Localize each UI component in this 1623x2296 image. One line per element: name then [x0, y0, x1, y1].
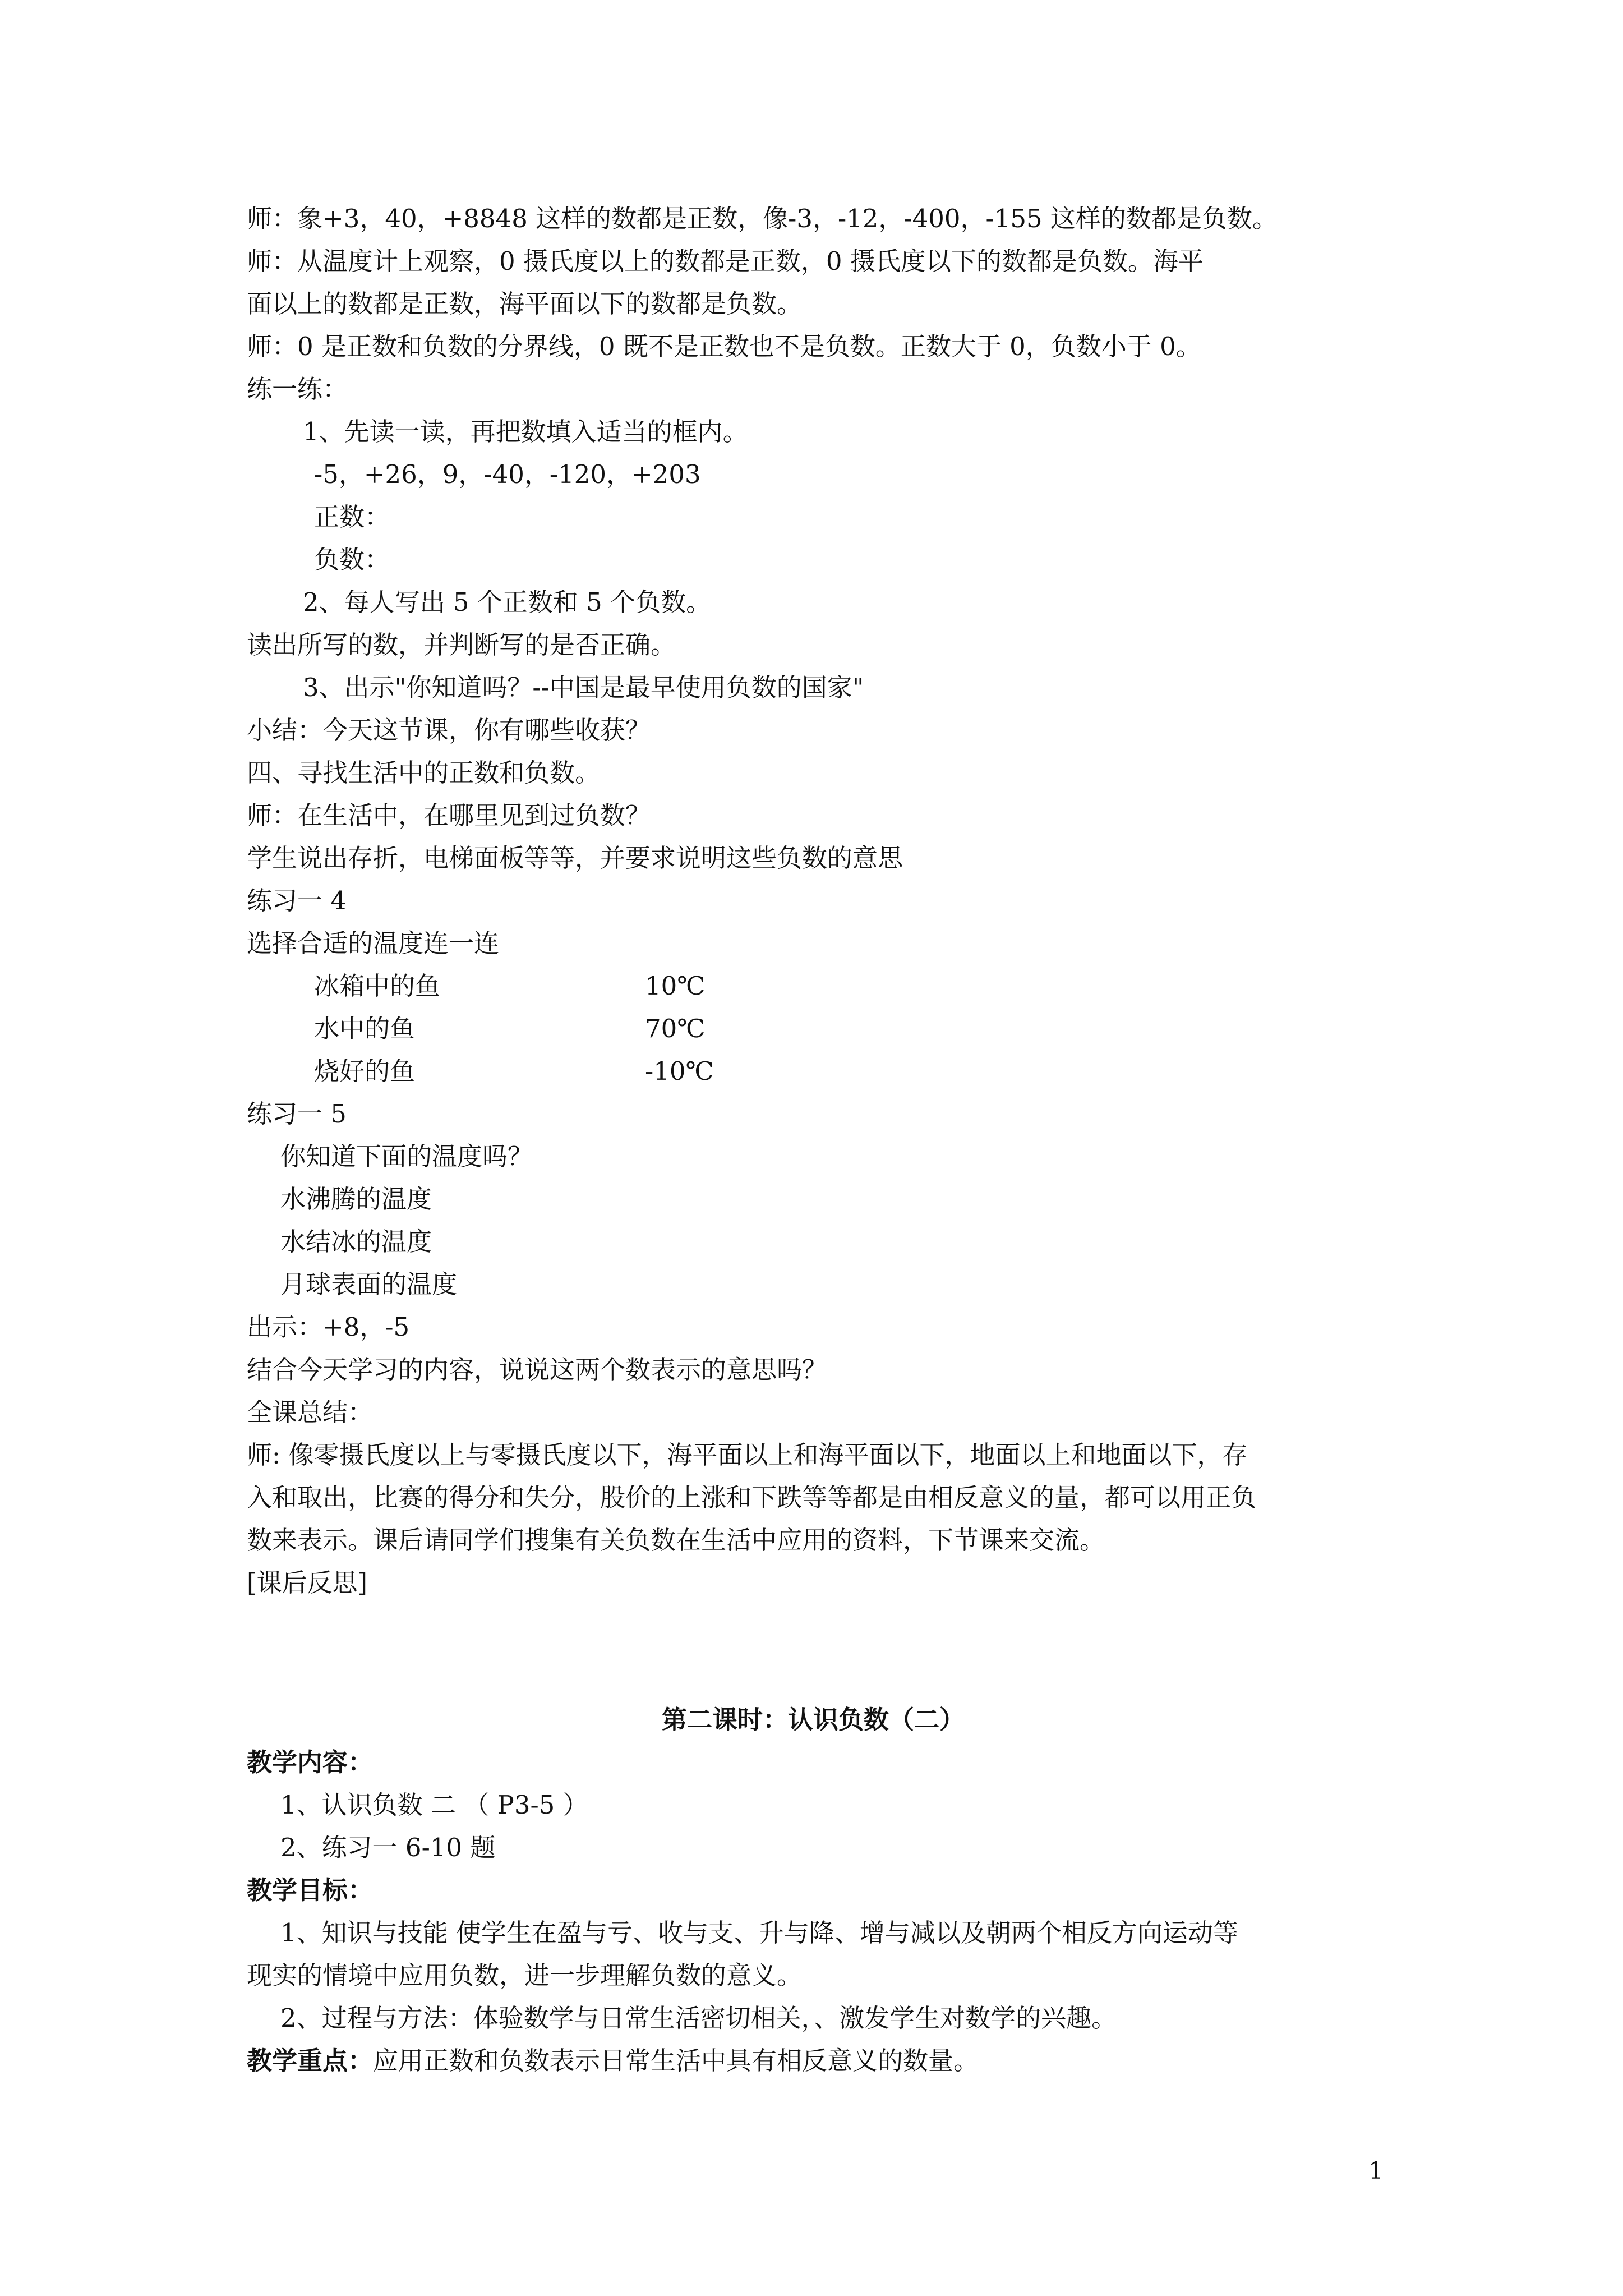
key-point — [247, 2040, 1380, 2082]
text-line: 师：在生活中，在哪里见到过负数？ — [247, 800, 651, 830]
text-line: 选择合适的温度连一连 — [247, 928, 500, 958]
document-body — [247, 197, 1380, 2082]
text-line: 练一练： — [247, 374, 348, 404]
text-line: 练习一 4 — [247, 886, 347, 915]
text-line: 师：0 是正数和负数的分界线，0 既不是正数也不是负数。正数大于 0，负数小于 0。 — [247, 332, 1201, 361]
match-temperature: -10℃ — [645, 1056, 714, 1086]
text-line: 2、每人写出 5 个正数和 5 个负数。 — [303, 587, 712, 617]
match-row — [247, 1007, 1380, 1050]
teaching-goals-label: 教学目标： — [247, 1875, 374, 1905]
teaching-content-label: 教学内容： — [247, 1747, 374, 1777]
teaching-goal-1-continued: 现实的情境中应用负数，进一步理解负数的意义。 — [247, 1961, 803, 1990]
teaching-content-item: 1、认识负数 二 （ P3-5 ） — [280, 1790, 588, 1820]
text-line: 师：从温度计上观察，0 摄氏度以上的数都是正数，0 摄氏度以下的数都是负数。海平 — [247, 246, 1204, 276]
match-temperature: 70℃ — [645, 1014, 706, 1043]
text-line: 结合今天学习的内容，说说这两个数表示的意思吗？ — [247, 1355, 828, 1384]
key-point-text: 应用正数和负数表示日常生活中具有相反意义的数量。 — [373, 2046, 979, 2076]
text-line: 练习一 5 — [247, 1099, 347, 1129]
text-line: 面以上的数都是正数，海平面以下的数都是负数。 — [247, 289, 803, 319]
match-item-name: 烧好的鱼 — [314, 1056, 416, 1086]
text-line: 师：象+3，40，+8848 这样的数都是正数，像-3，-12，-400，-155 这样的数都是负数。 — [247, 204, 1278, 233]
lesson-one-text — [247, 197, 1380, 965]
teaching-content-item: 2、练习一 6-10 题 — [280, 1833, 496, 1862]
text-line: 1、先读一读，再把数填入适当的框内。 — [303, 417, 748, 447]
teaching-goal-2: 2、过程与方法：体验数学与日常生活密切相关，、激发学生对数学的兴趣。 — [280, 2003, 1117, 2033]
text-line: 正数： — [314, 502, 390, 532]
text-line: 全课总结： — [247, 1397, 374, 1427]
text-line: 水沸腾的温度 — [280, 1184, 432, 1214]
lesson-one-summary — [247, 1093, 1380, 1604]
section-gap — [247, 1604, 1380, 1688]
match-temperature: 10℃ — [645, 971, 706, 1001]
text-line: 你知道下面的温度吗？ — [280, 1142, 533, 1171]
temperature-matching-exercise — [247, 965, 1380, 1093]
key-point-label: 教学重点： — [247, 2046, 374, 2076]
text-line: 学生说出存折，电梯面板等等，并要求说明这些负数的意思 — [247, 843, 903, 873]
text-line: 月球表面的温度 — [280, 1269, 458, 1299]
text-line: 小结：今天这节课，你有哪些收获？ — [247, 715, 651, 745]
match-row — [247, 965, 1380, 1007]
text-line: -5，+26，9，-40，-120，+203 — [314, 459, 701, 489]
match-item-name: 冰箱中的鱼 — [314, 971, 441, 1001]
page-number: 1 — [1368, 2157, 1384, 2184]
teaching-goal-1: 1、知识与技能 使学生在盈与亏、收与支、升与降、增与减以及朝两个相反方向运动等 — [280, 1918, 1238, 1948]
text-line: 四、寻找生活中的正数和负数。 — [247, 758, 601, 788]
text-line: 负数： — [314, 545, 390, 574]
text-line: [课后反思] — [247, 1568, 368, 1598]
text-line: 水结冰的温度 — [280, 1227, 432, 1257]
match-item-name: 水中的鱼 — [314, 1014, 416, 1043]
text-line: 入和取出，比赛的得分和失分，股价的上涨和下跌等等都是由相反意义的量，都可以用正负 — [247, 1483, 1257, 1512]
section-title: 第二课时：认识负数（二） — [661, 1705, 965, 1734]
text-line: 读出所写的数，并判断写的是否正确。 — [247, 630, 676, 660]
text-line: 师: 像零摄氏度以上与零摄氏度以下，海平面以上和海平面以下，地面以上和地面以下，存 — [247, 1440, 1248, 1470]
text-line: 出示：+8，-5 — [247, 1312, 410, 1342]
match-row — [247, 1050, 1380, 1093]
text-line: 3、出示"你知道吗？--中国是最早使用负数的国家" — [303, 673, 864, 702]
text-line: 数来表示。课后请同学们搜集有关负数在生活中应用的资料，下节课来交流。 — [247, 1525, 1105, 1555]
